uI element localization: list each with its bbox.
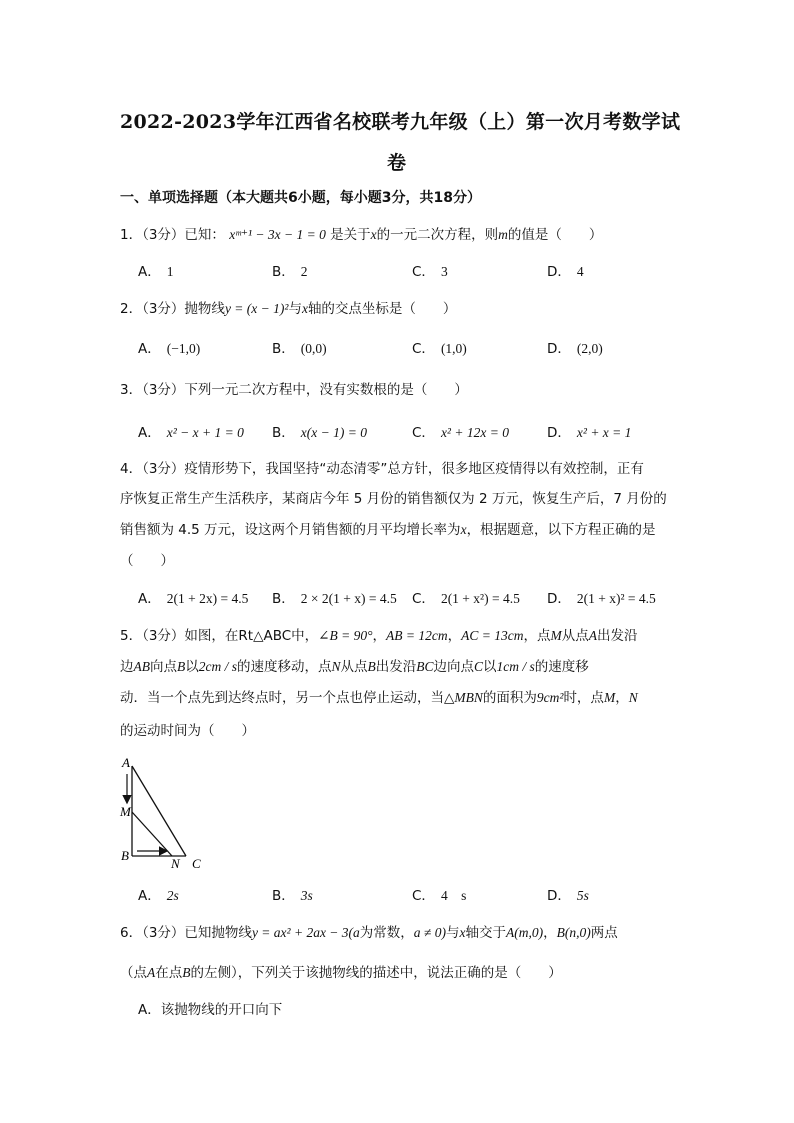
- q2-var-x: x: [301, 301, 308, 316]
- q1-var-x: x: [370, 227, 377, 242]
- q1-text: 是关于: [330, 227, 371, 243]
- label-a: A: [122, 755, 130, 770]
- page-title-line-2: 卷: [387, 152, 407, 174]
- q4-option-b[interactable]: B． 2 × 2(1 + x) = 4.5: [272, 591, 397, 607]
- q4-option-d[interactable]: D． 2(1 + x)² = 4.5: [547, 591, 656, 607]
- question-3-stem: 3．（3分）下列一元二次方程中，没有实数根的是（ ）: [120, 382, 468, 398]
- q2-option-b[interactable]: B． (0,0): [272, 341, 327, 357]
- question-4-line-4: （ ）: [120, 553, 174, 569]
- label-b: B: [121, 848, 129, 863]
- q1-option-b[interactable]: B． 2: [272, 264, 308, 280]
- q1-option-a[interactable]: A． 1: [138, 264, 174, 280]
- q2-text: 与: [288, 301, 302, 317]
- q4-option-a[interactable]: A． 2(1 + 2x) = 4.5: [138, 591, 249, 607]
- question-5-line-3: 动．当一个点先到达终点时，另一个点也停止运动，当△MBN的面积为9cm²时，点M，N: [120, 690, 638, 706]
- q2-option-d[interactable]: D． (2,0): [547, 341, 603, 357]
- q1-option-d[interactable]: D． 4: [547, 264, 584, 280]
- question-1-stem: [120, 223, 602, 243]
- q5-option-b[interactable]: B． 3s: [272, 888, 313, 904]
- q5-option-d[interactable]: D． 5s: [547, 888, 589, 904]
- page-title-line-1: 2022-2023学年江西省名校联考九年级（上）第一次月考数学试: [120, 111, 681, 133]
- q3-option-d[interactable]: D． x² + x = 1: [547, 425, 632, 441]
- q2-option-c[interactable]: C． (1,0): [412, 341, 467, 357]
- q5-option-a[interactable]: A． 2s: [138, 888, 179, 904]
- q2-text: 轴的交点坐标是（ ）: [307, 301, 457, 317]
- question-5-line-2: 边AB向点B以2cm / s的速度移动，点N从点B出发沿BC边向点C以1cm / s的速度移: [120, 659, 589, 675]
- section-header-single-choice: 一、单项选择题（本大题共6小题，每小题3分，共18分）: [120, 190, 481, 206]
- triangle-figure: [112, 752, 212, 874]
- q6-option-a[interactable]: A．该抛物线的开口向下: [138, 1002, 283, 1018]
- question-6-line-1: 6．（3分）已知抛物线y = ax² + 2ax − 3(a为常数，a ≠ 0)与x轴交于A(m,0)，B(n,0)两点: [120, 925, 618, 941]
- question-4-line-3: 销售额为 4.5 万元，设这两个月销售额的月平均增长率为x，根据题意，以下方程正确的是: [120, 522, 656, 538]
- question-2-stem: [120, 297, 456, 317]
- q3-option-b[interactable]: B． x(x − 1) = 0: [272, 425, 367, 441]
- question-5-line-1: 5．（3分）如图，在Rt△ABC中，∠B = 90°，AB = 12cm，AC = 13cm，点M从点A出发沿: [120, 628, 638, 644]
- label-c: C: [192, 856, 201, 871]
- q1-var-m: m: [498, 227, 508, 242]
- label-m: M: [120, 804, 131, 819]
- q2-equation: y = (x − 1)²: [224, 301, 289, 316]
- q1-option-c[interactable]: C． 3: [412, 264, 448, 280]
- q3-option-c[interactable]: C． x² + 12x = 0: [412, 425, 509, 441]
- q1-equation: xᵐ⁺¹ − 3x − 1 = 0: [229, 227, 326, 242]
- label-n: N: [171, 856, 180, 871]
- segment-mn: [132, 812, 172, 856]
- q1-text: 的值是（ ）: [507, 227, 603, 243]
- q5-option-c[interactable]: C． 4 s: [412, 888, 467, 904]
- q2-option-a[interactable]: A． (−1,0): [138, 341, 201, 357]
- question-4-line-2: 序恢复正常生产生活秩序，某商店今年 5 月份的销售额仅为 2 万元，恢复生产后，7 月份的: [120, 491, 667, 507]
- q1-number: 1．（3分）已知：: [120, 227, 225, 243]
- question-4-line-1: 4．（3分）疫情形势下，我国坚持“动态清零”总方针，很多地区疫情得以有效控制，正有: [120, 461, 644, 477]
- q1-text: 的一元二次方程，则: [376, 227, 499, 243]
- q2-number: 2．（3分）抛物线: [120, 301, 225, 317]
- question-6-line-2: （点A在点B的左侧），下列关于该抛物线的描述中，说法正确的是（ ）: [120, 965, 562, 981]
- q4-option-c[interactable]: C． 2(1 + x²) = 4.5: [412, 591, 520, 607]
- q3-option-a[interactable]: A． x² − x + 1 = 0: [138, 425, 244, 441]
- question-5-line-4: 的运动时间为（ ）: [120, 723, 255, 739]
